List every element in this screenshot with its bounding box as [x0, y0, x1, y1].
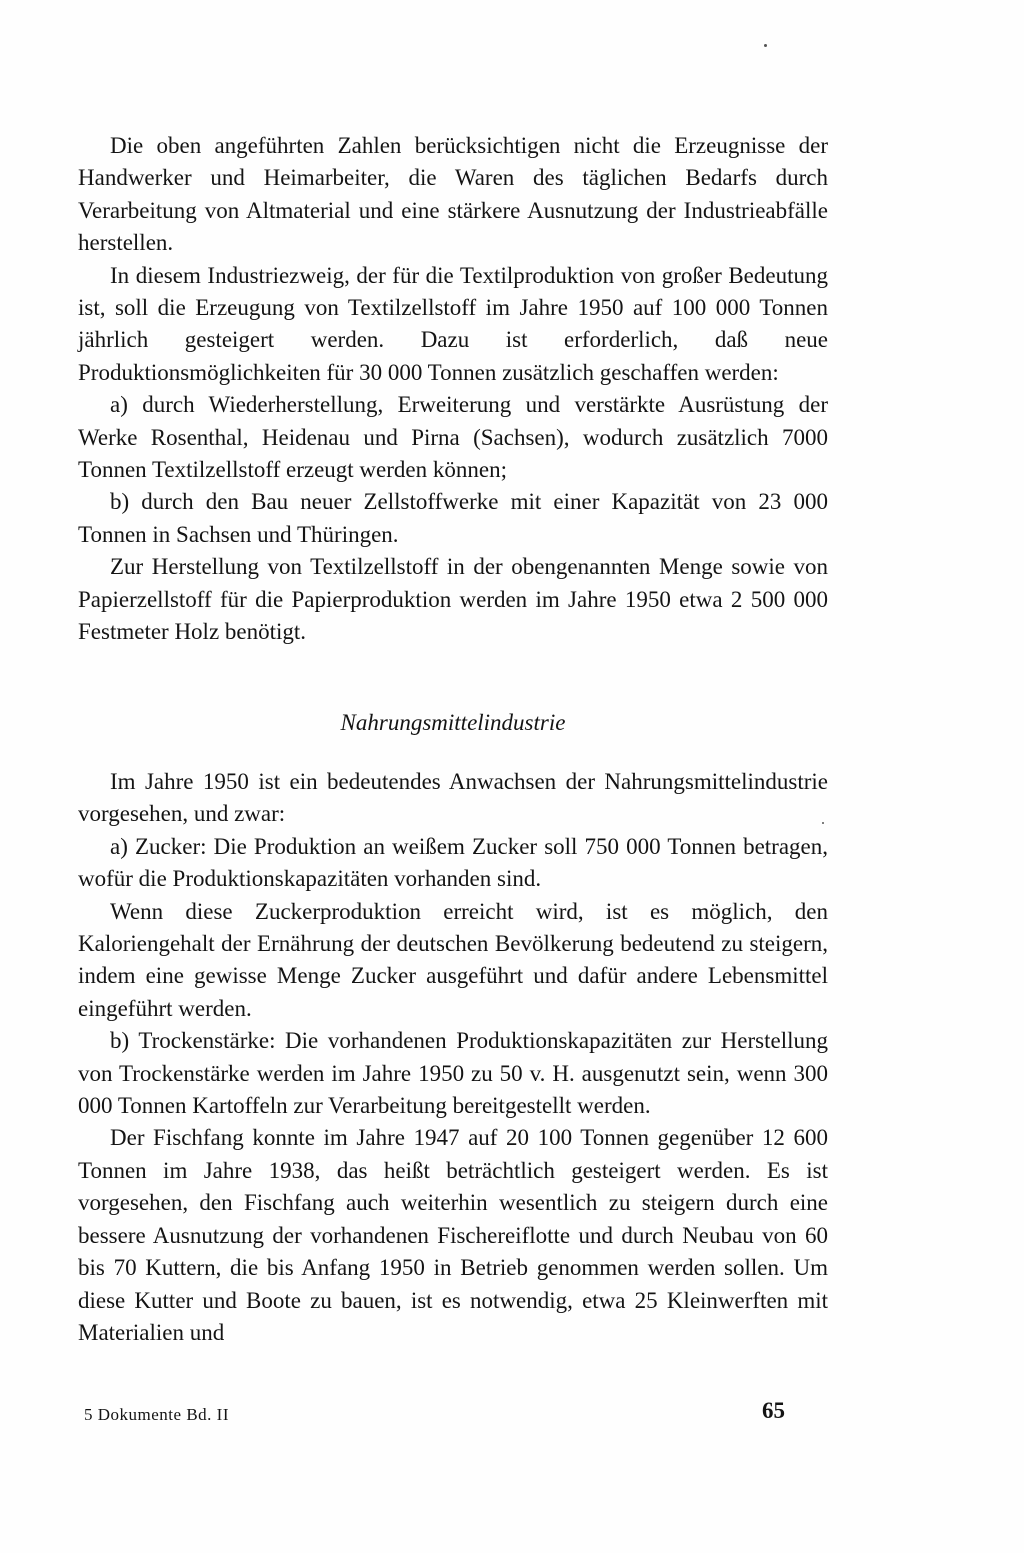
- list-item-b: b) Trockenstärke: Die vorhandenen Produktionskapazitäten zur Herstellung von Trockenstärke werden im Jahre 1950 zu 50 v. H. ausgenutzt sein, wenn 300 000 Tonnen Kartoffeln zur Verarbeitung bereitgestellt werden.: [78, 1028, 828, 1119]
- body-text-top: [78, 130, 828, 649]
- page-number: 65: [762, 1398, 785, 1423]
- print-speck: [764, 44, 767, 47]
- paragraph: Zur Herstellung von Textilzellstoff in der obengenannten Menge sowie von Papierzellstoff für die Papierproduktion werden im Jahre 1950 etwa 2 500 000 Festmeter Holz benötigt.: [78, 554, 828, 645]
- paragraph: Wenn diese Zuckerproduktion erreicht wird, ist es möglich, den Kaloriengehalt der Ernährung der deutschen Bevölkerung bedeutend zu steigern, indem eine gewisse Menge Zucker ausgeführt und dafür andere Lebensmittel eingeführt werden.: [78, 898, 828, 1021]
- list-item-a: a) durch Wiederherstellung, Erweiterung und verstärkte Ausrüstung der Werke Rosenthal, Heidenau und Pirna (Sachsen), wodurch zusätzlich 7000 Tonnen Textilzellstoff erzeugt werden können;: [78, 392, 828, 483]
- list-item-a: a) Zucker: Die Produktion an weißem Zucker soll 750 000 Tonnen betragen, wofür die Produktionskapazitäten vorhanden sind.: [78, 833, 828, 892]
- body-text-bottom: [78, 766, 828, 1349]
- paragraph: In diesem Industriezweig, der für die Textilproduktion von großer Bedeutung ist, soll die Erzeugung von Textilzellstoff im Jahre 1950 auf 100 000 Tonnen jährlich gesteigert werden. Dazu ist erforderlich, daß neue Produktionsmöglichkeiten für 30 000 Tonnen zusätzlich geschaffen werden:: [78, 262, 828, 385]
- footer-signature: 5 Dokumente Bd. II: [84, 1405, 229, 1424]
- paragraph: Im Jahre 1950 ist ein bedeutendes Anwachsen der Nahrungsmittelindustrie vorgesehen, und zwar:: [78, 769, 828, 827]
- paragraph: Die oben angeführten Zahlen berücksichtigen nicht die Erzeugnisse der Handwerker und Heimarbeiter, die Waren des täglichen Bedarfs durch Verarbeitung von Altmaterial und eine stärkere Ausnutzung der Industrieabfälle herstellen.: [78, 133, 828, 256]
- paragraph: Der Fischfang konnte im Jahre 1947 auf 20 100 Tonnen gegenüber 12 600 Tonnen im Jahre 1938, das heißt beträchtlich gesteigert werden. Es ist vorgesehen, den Fischfang auch weiterhin wesentlich zu steigern durch eine bessere Ausnutzung der vorhandenen Fischereiflotte und durch Neubau von 60 bis 70 Kuttern, die bis Anfang 1950 in Betrieb genommen werden sollen. Um diese Kutter und Boote zu bauen, ist es notwendig, etwa 25 Kleinwerften mit Materialien und: [78, 1125, 828, 1345]
- section-heading: Nahrungsmittelindustrie: [340, 710, 566, 735]
- list-item-b: b) durch den Bau neuer Zellstoffwerke mit einer Kapazität von 23 000 Tonnen in Sachsen und Thüringen.: [78, 489, 828, 547]
